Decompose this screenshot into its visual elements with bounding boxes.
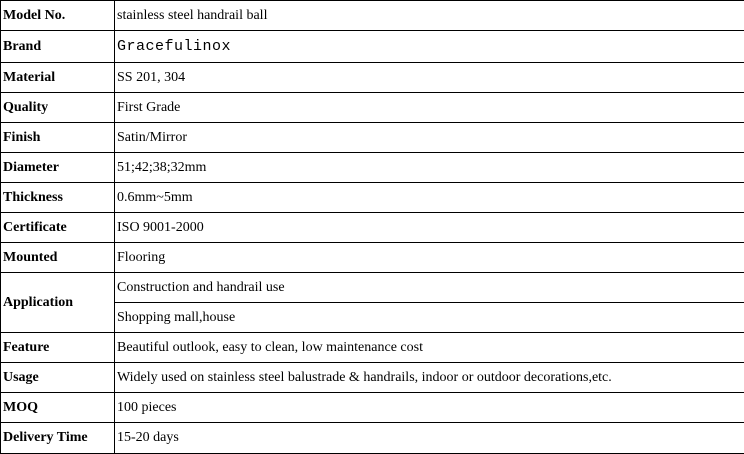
diameter-value: 51;42;38;32mm: [115, 153, 744, 183]
table-row: [1, 243, 744, 273]
table-row: [1, 123, 744, 153]
brand-value: Gracefulinox: [115, 31, 744, 63]
table-row: [1, 363, 744, 393]
moq-label: MOQ: [1, 393, 115, 423]
mounted-label: Mounted: [1, 243, 115, 273]
table-row: [1, 183, 744, 213]
table-row: [1, 63, 744, 93]
certificate-label: Certificate: [1, 213, 115, 243]
model-no-label: Model No.: [1, 1, 115, 31]
application-label: Application: [1, 273, 115, 333]
table-row: [1, 213, 744, 243]
delivery-time-label: Delivery Time: [1, 423, 115, 454]
usage-value: Widely used on stainless steel balustrade & handrails, indoor or outdoor decorations,etc.: [115, 363, 744, 393]
usage-label: Usage: [1, 363, 115, 393]
table-row: [1, 393, 744, 423]
quality-label: Quality: [1, 93, 115, 123]
table-row: [1, 31, 744, 63]
table-row: [1, 153, 744, 183]
table-row: [1, 423, 744, 454]
finish-value: Satin/Mirror: [115, 123, 744, 153]
mounted-value: Flooring: [115, 243, 744, 273]
application-value-1: Construction and handrail use: [115, 273, 744, 303]
table-row: [1, 333, 744, 363]
application-value-2: Shopping mall,house: [115, 303, 744, 333]
diameter-label: Diameter: [1, 153, 115, 183]
feature-value: Beautiful outlook, easy to clean, low maintenance cost: [115, 333, 744, 363]
table-row: [1, 1, 744, 31]
moq-value: 100 pieces: [115, 393, 744, 423]
thickness-value: 0.6mm~5mm: [115, 183, 744, 213]
feature-label: Feature: [1, 333, 115, 363]
table-row: [1, 273, 744, 303]
delivery-time-value: 15-20 days: [115, 423, 744, 454]
thickness-label: Thickness: [1, 183, 115, 213]
material-value: SS 201, 304: [115, 63, 744, 93]
quality-value: First Grade: [115, 93, 744, 123]
material-label: Material: [1, 63, 115, 93]
model-no-value: stainless steel handrail ball: [115, 1, 744, 31]
brand-label: Brand: [1, 31, 115, 63]
table-row: [1, 93, 744, 123]
certificate-value: ISO 9001-2000: [115, 213, 744, 243]
finish-label: Finish: [1, 123, 115, 153]
